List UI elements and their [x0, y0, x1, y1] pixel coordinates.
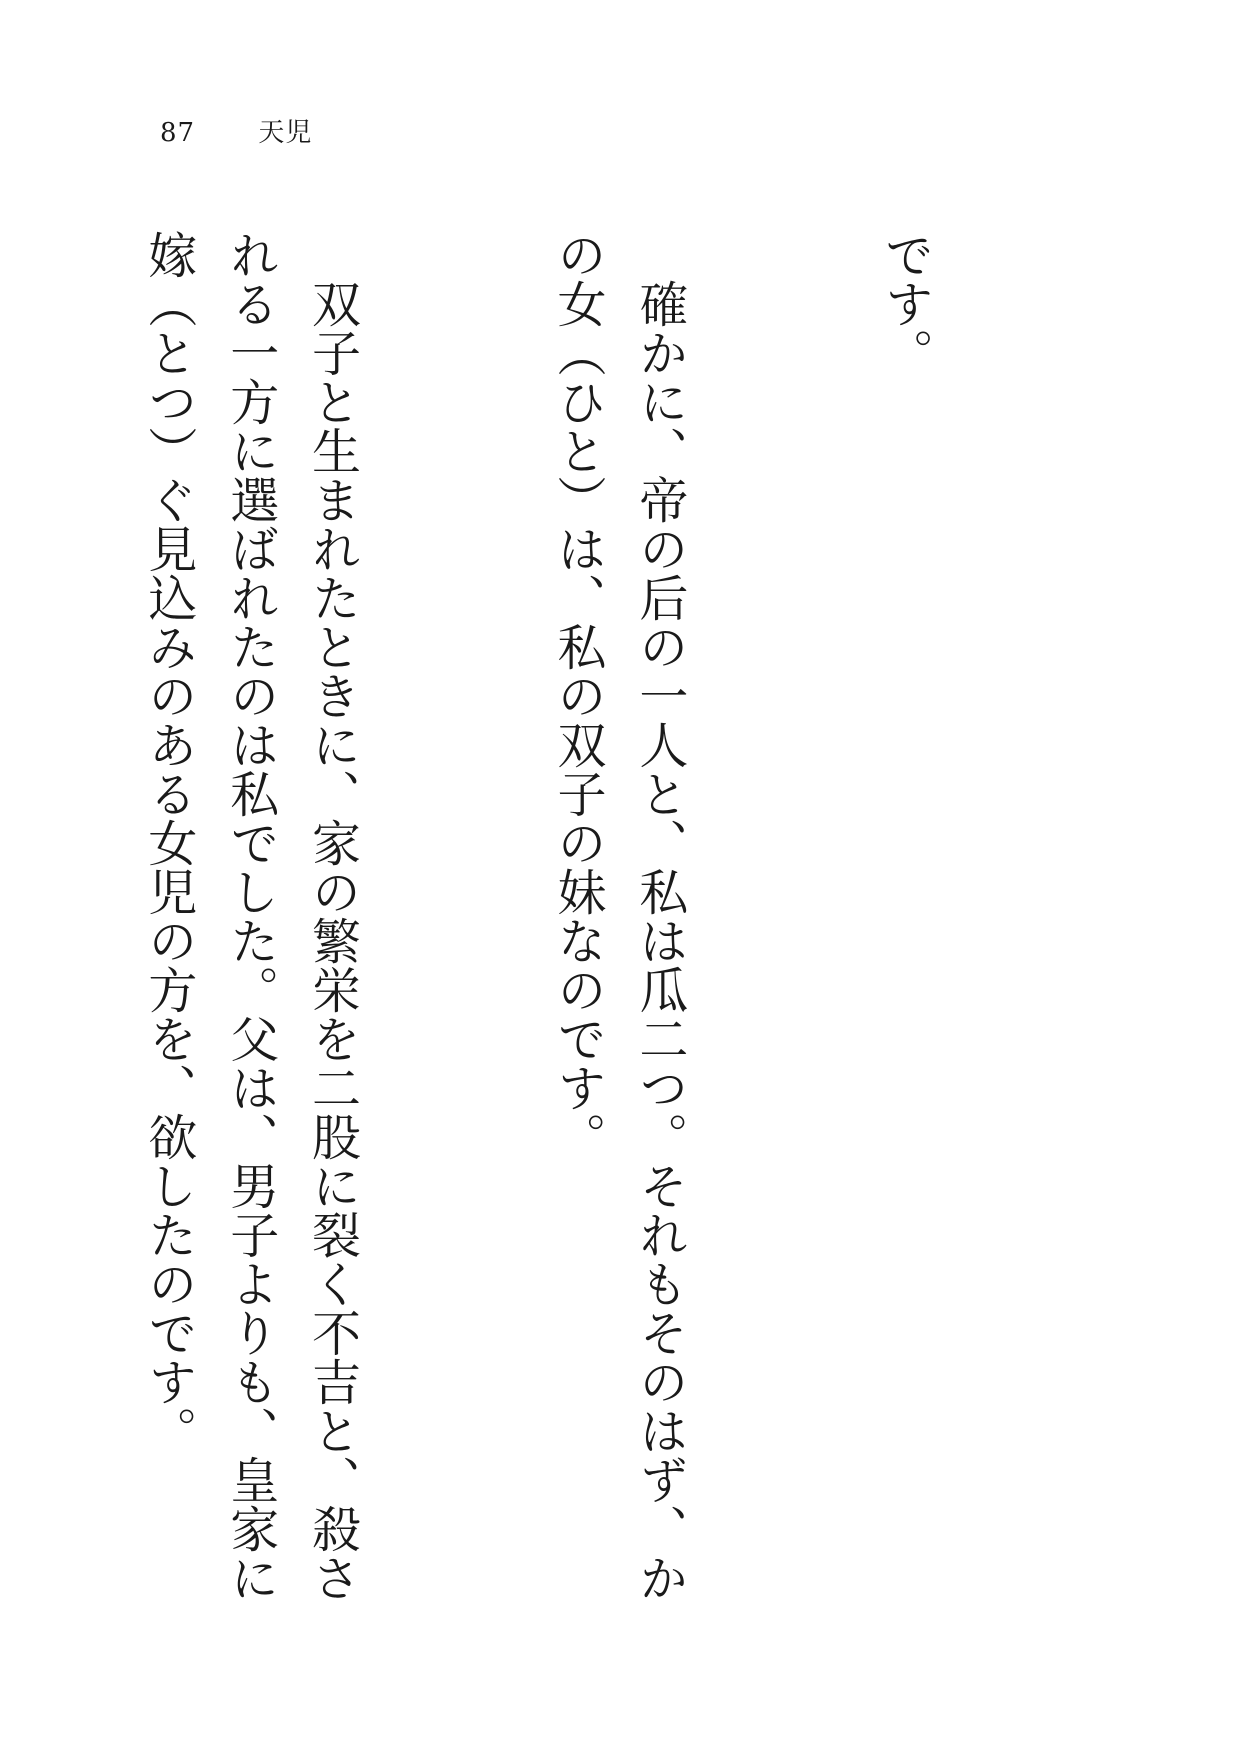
chapter-title: 天児: [258, 118, 313, 148]
page-number: 87: [160, 118, 196, 148]
paragraph: です。: [877, 230, 935, 377]
paragraph: 確かに、帝の后の一人と、私は瓜二つ。それもそのはず、か の女（ひと）は、私の双子の妹なのです。: [550, 230, 689, 1602]
paragraph: 双子と生まれたときに、家の繁栄を二股に裂く不吉と、殺さ れる一方に選ばれたのは私でした。父は、男子よりも、皇家に 嫁（とつ）ぐ見込みのある女児の方を、欲したのです。: [140, 230, 362, 1602]
running-header: [160, 112, 312, 149]
vertical-text-body: [110, 230, 1110, 1690]
